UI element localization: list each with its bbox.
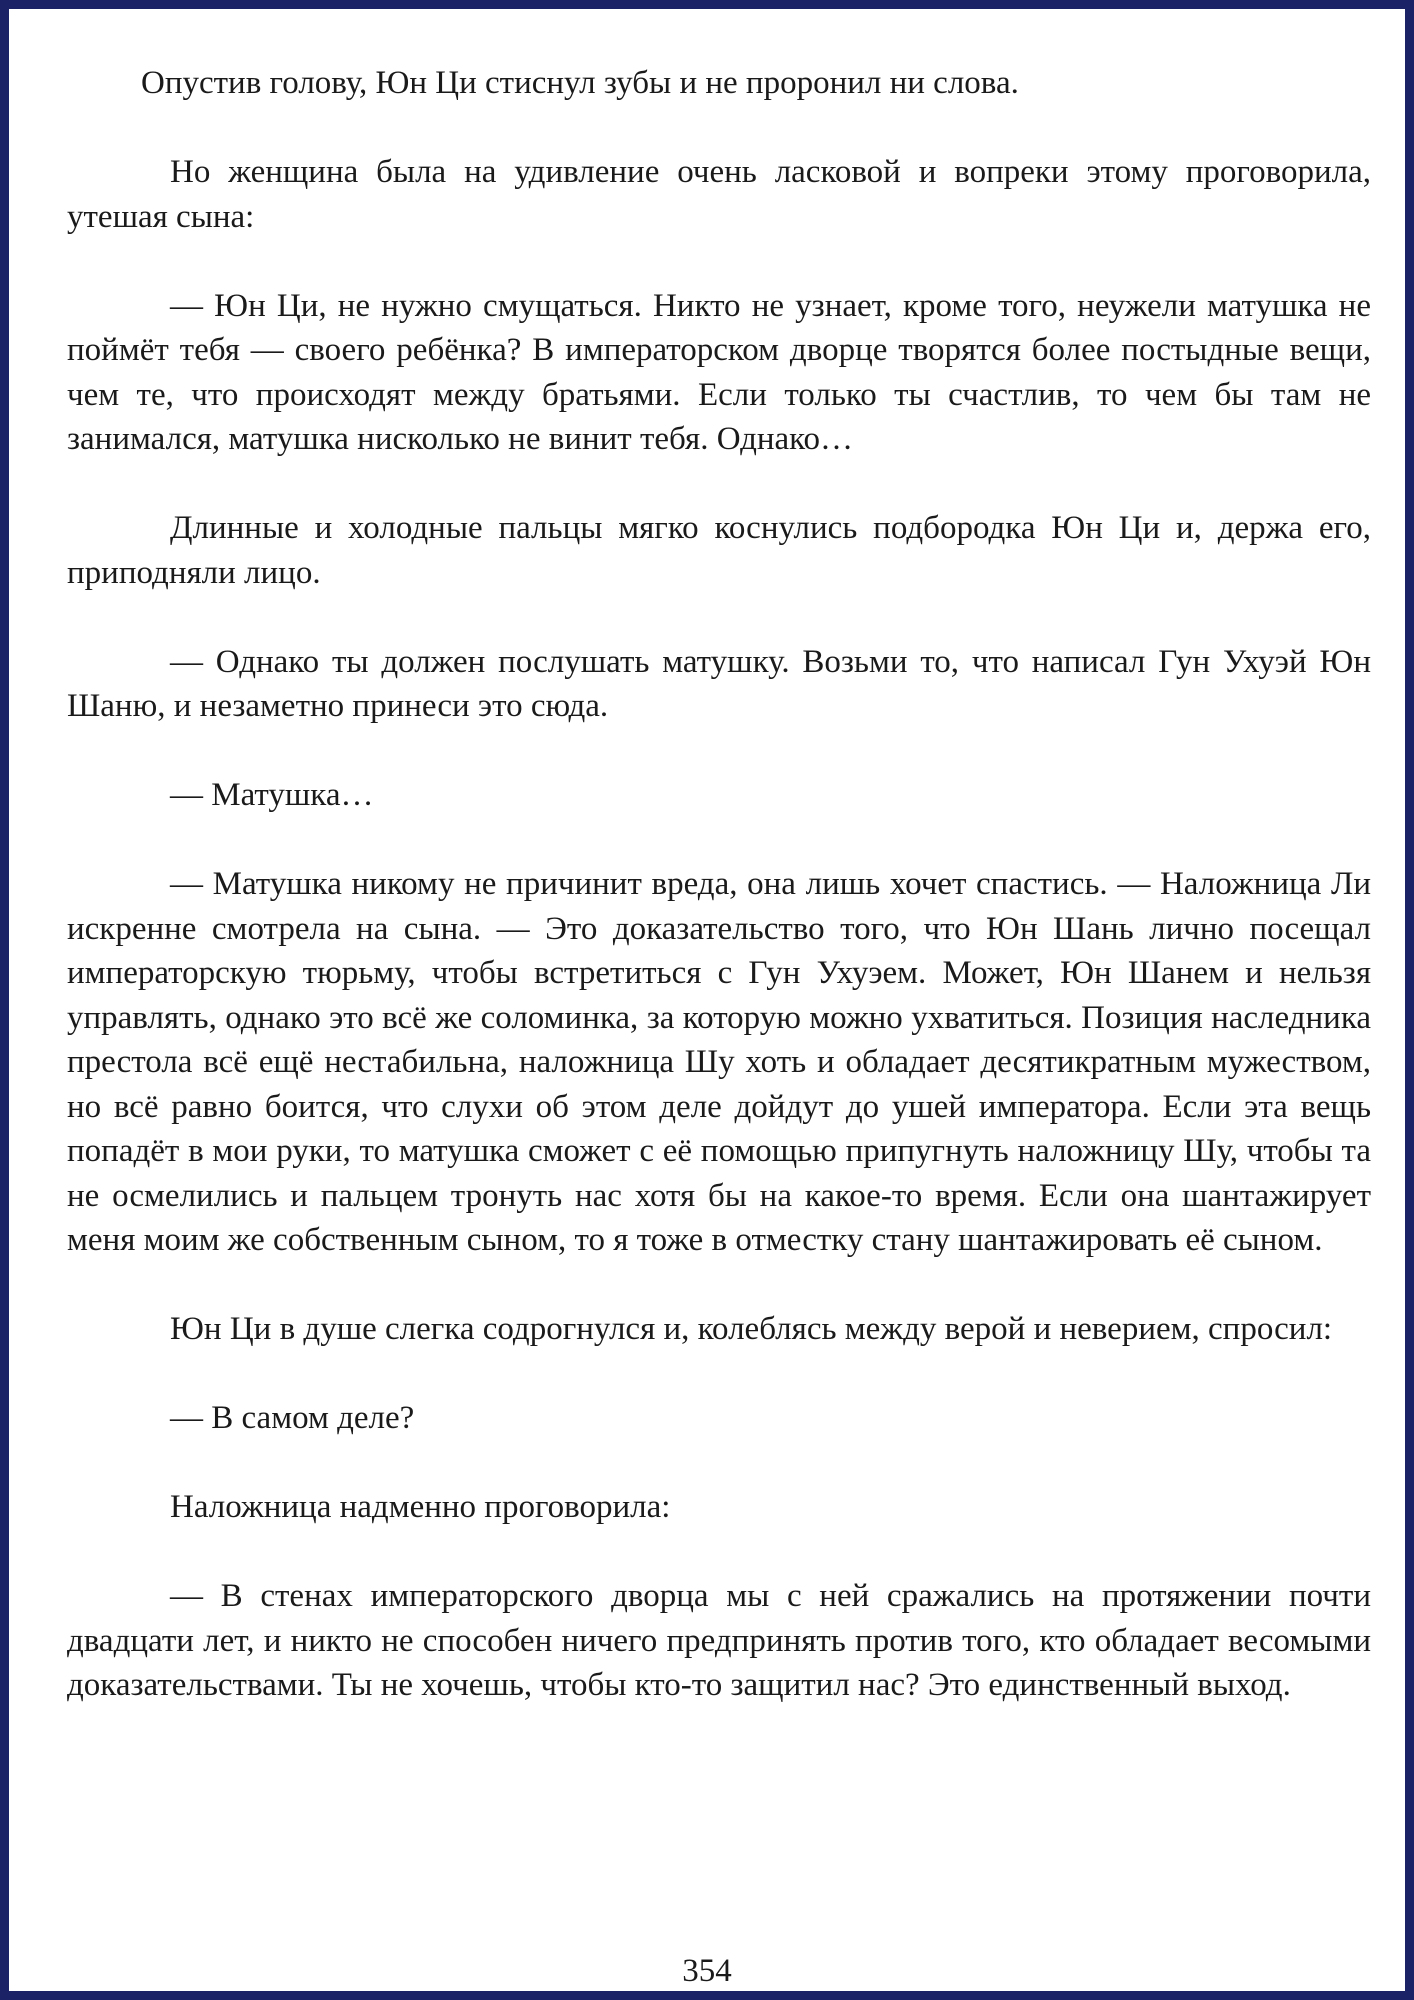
paragraph: Но женщина была на удивление очень ласковой и вопреки этому проговорила, утешая сына: xyxy=(67,154,1371,235)
paragraph: Длинные и холодные пальцы мягко коснулись подбородка Юн Ци и, держа его, приподняли лицо. xyxy=(67,510,1371,591)
paragraph: Наложница надменно проговорила: xyxy=(170,1489,671,1525)
paragraph: — Юн Ци, не нужно смущаться. Никто не узнает, кроме того, неужели матушка не поймёт тебя — своего ребёнка? В императорском дворце творятся более постыдные вещи, чем те, что происходят между братьями. Если только ты счастлив, то чем бы там не занимался, матушка нисколько не винит тебя. Однако… xyxy=(67,287,1371,457)
paragraph: — Однако ты должен послушать матушку. Возьми то, что написал Гун Ухуэй Юн Шаню, и незаметно принеси это сюда. xyxy=(67,643,1371,724)
paragraph: — В самом деле? xyxy=(170,1400,415,1436)
paragraph: Опустив голову, Юн Ци стиснул зубы и не проронил ни слова. xyxy=(141,65,1019,101)
paragraph: — Матушка… xyxy=(170,777,374,813)
paragraph: Юн Ци в душе слегка содрогнулся и, колеблясь между верой и неверием, спросил: xyxy=(170,1311,1333,1347)
page-text xyxy=(67,61,1371,1752)
paragraph: — Матушка никому не причинит вреда, она лишь хочет спастись. — Наложница Ли искренне смотрела на сына. — Это доказательство того, что Юн Шань лично посещал императорскую тюрьму, чтобы встретиться с Гун Ухуэем. Может, Юн Шанем и нельзя управлять, однако это всё же соломинка, за которую можно ухватиться. Позиция наследника престола всё ещё нестабильна, наложница Шу хоть и обладает десятикратным мужеством, но всё равно боится, что слухи об этом деле дойдут до ушей императора. Если эта вещь попадёт в мои руки, то матушка сможет с её помощью припугнуть наложницу Шу, чтобы та не осмелились и пальцем тронуть нас хотя бы на какое-то время. Если она шантажирует меня моим же собственным сыном, то я тоже в отместку стану шантажировать её сыном. xyxy=(67,866,1371,1258)
book-page xyxy=(9,9,1405,1991)
paragraph: — В стенах императорского дворца мы с ней сражались на протяжении почти двадцати лет, и никто не способен ничего предпринять против того, кто обладает весомыми доказательствами. Ты не хочешь, чтобы кто-то защитил нас? Это единственный выход. xyxy=(67,1578,1371,1703)
page-number: 354 xyxy=(682,1953,732,1989)
